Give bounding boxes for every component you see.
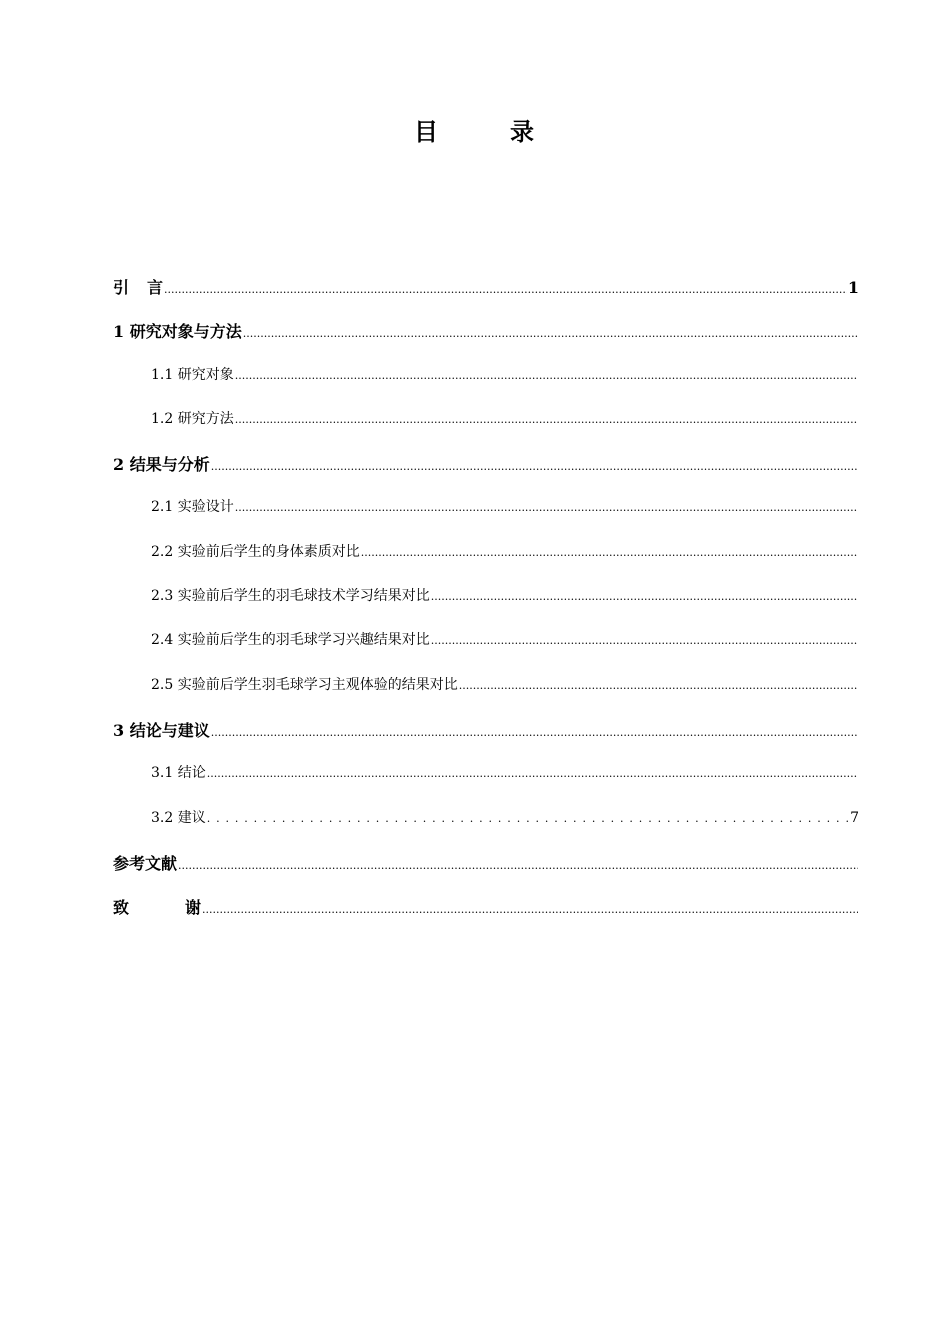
dot-leader bbox=[459, 679, 858, 692]
toc-label-part: 言 bbox=[147, 278, 164, 297]
title-char-2: 录 bbox=[510, 118, 536, 146]
toc-entry-section-2-4[interactable] bbox=[113, 629, 859, 673]
toc-entry-label: 1 研究对象与方法 bbox=[113, 322, 242, 342]
dot-leader bbox=[361, 546, 858, 559]
toc-entry-label: 2.5 实验前后学生羽毛球学习主观体验的结果对比 bbox=[151, 676, 458, 693]
toc-entry-section-2-1[interactable] bbox=[113, 496, 859, 540]
toc-label-part: 谢 bbox=[185, 898, 202, 918]
toc-entry-label: 3.1 结论 bbox=[151, 765, 206, 782]
toc-entry-chapter-1[interactable] bbox=[113, 319, 859, 363]
toc-page-number: 1 bbox=[847, 278, 859, 297]
toc-entry-section-1-1[interactable] bbox=[113, 364, 859, 408]
dot-leader bbox=[235, 369, 858, 382]
toc-entry-label: 3.2 建议 bbox=[151, 809, 206, 826]
dot-leader bbox=[431, 590, 858, 603]
toc-entry-section-1-2[interactable] bbox=[113, 408, 859, 452]
toc-entry-section-2-2[interactable] bbox=[113, 541, 859, 585]
page-title bbox=[0, 112, 950, 147]
toc-entry-label: 1.2 研究方法 bbox=[151, 410, 234, 427]
dot-leader bbox=[207, 812, 849, 825]
toc-entry-section-3-2[interactable] bbox=[113, 807, 859, 851]
toc-entry-label: 1.1 研究对象 bbox=[151, 366, 234, 383]
toc-entry-label bbox=[113, 275, 163, 298]
toc-entry-section-2-5[interactable] bbox=[113, 674, 859, 718]
dot-leader bbox=[243, 327, 858, 340]
toc-entry-section-2-3[interactable] bbox=[113, 585, 859, 629]
toc-entry-label: 2.3 实验前后学生的羽毛球技术学习结果对比 bbox=[151, 588, 430, 605]
dot-leader bbox=[164, 283, 847, 296]
toc-entry-chapter-2[interactable] bbox=[113, 452, 859, 496]
title-char-1: 目 bbox=[414, 118, 440, 146]
dot-leader bbox=[235, 413, 858, 426]
dot-leader bbox=[178, 859, 858, 872]
toc-entry-references[interactable] bbox=[113, 851, 859, 895]
dot-leader bbox=[235, 501, 858, 514]
table-of-contents bbox=[113, 275, 859, 939]
dot-leader bbox=[211, 726, 858, 739]
toc-entry-section-3-1[interactable] bbox=[113, 762, 859, 806]
dot-leader bbox=[211, 460, 858, 473]
dot-leader bbox=[431, 634, 858, 647]
toc-entry-chapter-3[interactable] bbox=[113, 718, 859, 762]
toc-page-number: 7 bbox=[850, 809, 859, 826]
dot-leader bbox=[207, 767, 858, 780]
toc-entry-label: 参考文献 bbox=[113, 853, 178, 873]
toc-entry-label: 2.1 实验设计 bbox=[151, 499, 234, 516]
toc-label-part: 引 bbox=[113, 278, 130, 297]
toc-entry-label: 3 结论与建议 bbox=[113, 720, 210, 740]
toc-entry-label bbox=[113, 895, 201, 918]
toc-entry-label: 2 结果与分析 bbox=[113, 455, 210, 475]
toc-entry-label: 2.2 实验前后学生的身体素质对比 bbox=[151, 543, 360, 560]
toc-entry-acknowledgements[interactable] bbox=[113, 895, 859, 939]
toc-entry-label: 2.4 实验前后学生的羽毛球学习兴趣结果对比 bbox=[151, 632, 430, 649]
dot-leader bbox=[202, 903, 858, 916]
toc-label-part: 致 bbox=[113, 898, 130, 918]
toc-entry-introduction[interactable] bbox=[113, 275, 859, 319]
